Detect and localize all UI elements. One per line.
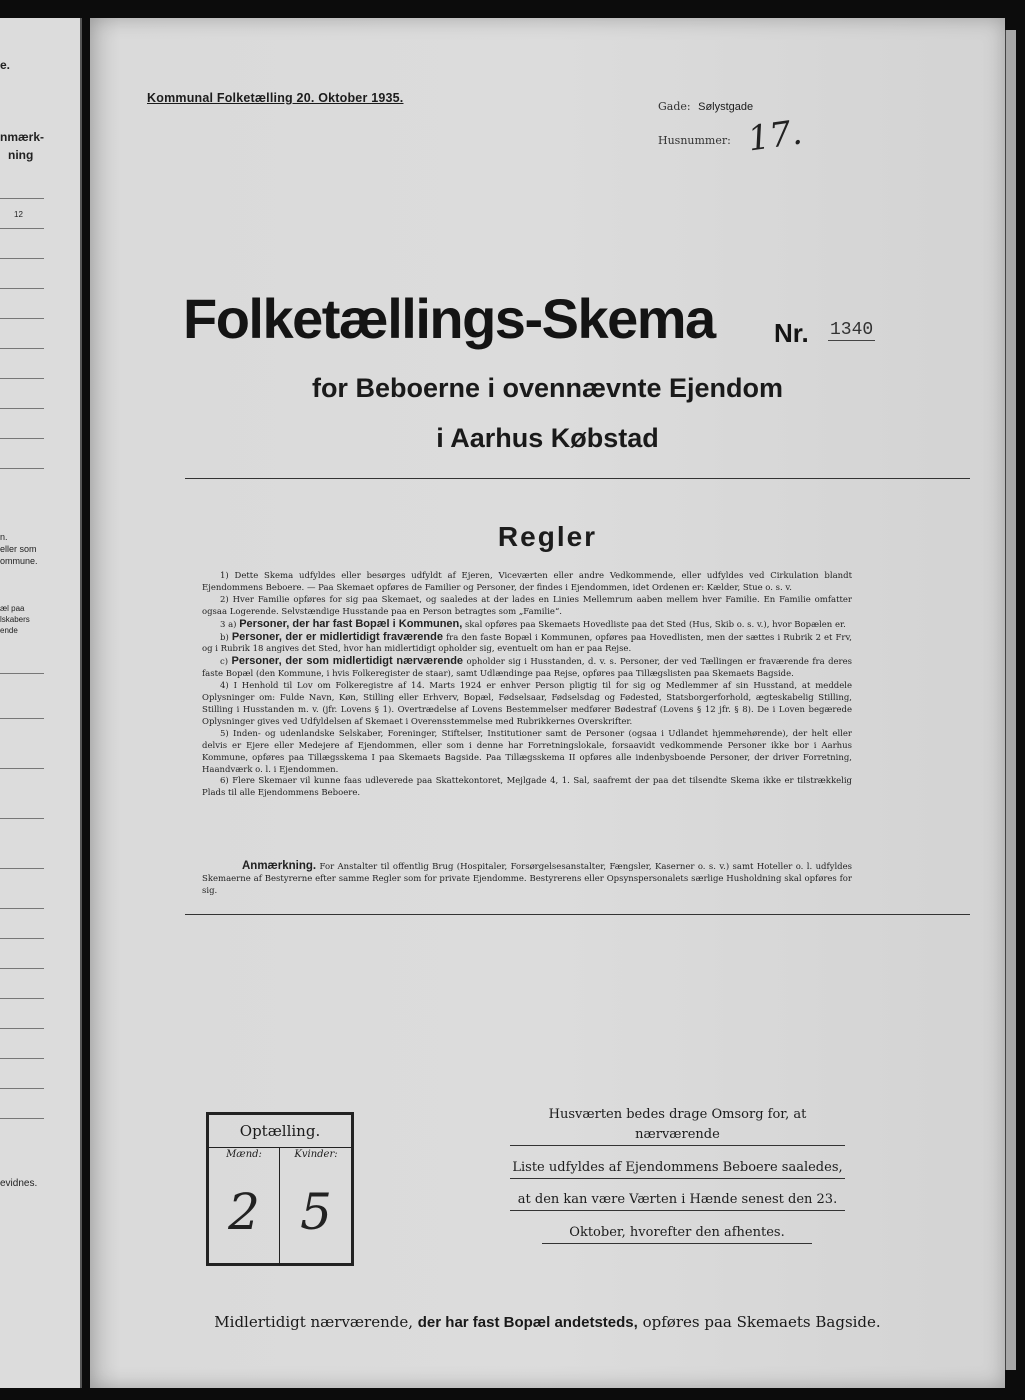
census-header: Kommunal Folketælling 20. Oktober 1935.	[147, 91, 404, 105]
count-divider	[279, 1148, 280, 1263]
left-rule	[0, 968, 44, 969]
left-rule	[0, 198, 44, 199]
house-number-label: Husnummer:	[658, 134, 731, 147]
street-label: Gade:	[658, 100, 691, 113]
rule-3a: 3 a) Personer, der har fast Bopæl i Kommunen, skal opføres paa Skemaets Hovedliste paa det Sted (Hus, Skib o. s. v.), hvor Bopælen er.	[220, 617, 846, 630]
left-fragment: eller som	[0, 544, 37, 554]
left-fragment: 12	[14, 210, 23, 219]
left-fragment: lskabers	[0, 615, 30, 624]
left-rule	[0, 938, 44, 939]
men-count: 2	[228, 1183, 260, 1241]
rules-text	[202, 571, 852, 800]
left-rule	[0, 408, 44, 409]
rule-4: 4) I Henhold til Lov om Folkeregistre af 14. Marts 1924 er enhver Person pligtig til for sig og Medlemmer af sin Husstand, at meddele Oplysninger om: Fulde Navn, Køn, Stilling eller Erhverv, Bopæl, Fødselsaar, Fødselsdag og Fødested, Statsborgerforhold, ægteskabelig Stilling, Stilling i Husstanden m. v. (jfr. Lovens § 1). Overtrædelse af Lovens Bestemmelser medfører Bødestraf (Lovens § 12 jfr. § 8). De i Loven begærede Oplysninger gives ved Udfyldelsen af Skemaet i Overensstemmelse med Rubrikkernes Overskrifter.	[202, 681, 852, 727]
rule-3c: c) Personer, der som midlertidigt nærværende opholder sig i Husstanden, d. v. s. Personer, der ved Tællingen er fraværende fra deres faste Bopæl (den Kommune, i hvis Folkeregister de staar), samt Udlændinge paa Rejse, opføres paa Tillægslisten paa Skemaets Bagside.	[202, 655, 853, 680]
left-rule	[0, 1058, 44, 1059]
men-label: Mænd:	[226, 1149, 262, 1160]
form-title: Folketællings-Skema	[183, 287, 715, 350]
left-rule	[0, 1118, 44, 1119]
remark-text: For Anstalter til offentlig Brug (Hospitaler, Forsørgelsesanstalter, Fængsler, Kaserner o. s. v.) samt Hoteller o. l. udfyldes Skemaerne af Bestyrerne efter samme Regler som for private Ejendomme. Bestyrerens eller Opsynspersonalets særlige Husholdning skal opføres for sig.	[202, 862, 852, 896]
divider	[185, 914, 970, 915]
footer-note: Midlertidigt nærværende, der har fast Bopæl andetsteds, opføres paa Skemaets Bagside.	[214, 1313, 881, 1331]
left-rule	[0, 288, 44, 289]
left-fragment: evidnes.	[0, 1178, 38, 1189]
divider	[185, 478, 970, 479]
street-field	[658, 100, 753, 113]
notice-line: Oktober, hvorefter den afhentes.	[542, 1223, 812, 1244]
left-rule	[0, 1028, 44, 1029]
form-number-label: Nr.	[774, 318, 809, 348]
left-fragment: e.	[0, 58, 11, 72]
rule-6: 6) Flere Skemaer vil kunne faas udleverede paa Skattekontoret, Mejlgade 4, 1. Sal, saafremt der paa det tilsendte Skema ikke er tilstrækkelig Plads til alle Ejendommens Beboere.	[202, 776, 852, 799]
street-value: Sølystgade	[698, 101, 754, 113]
women-count: 5	[300, 1183, 332, 1241]
left-fragment: ning	[8, 148, 34, 162]
left-rule	[0, 768, 44, 769]
remark-label: Anmærkning.	[242, 860, 317, 872]
form-municipality: i Aarhus Købstad	[436, 423, 659, 453]
form-number-value: 1340	[830, 320, 874, 340]
left-rule	[0, 718, 44, 719]
notice-line: Husværten bedes drage Omsorg for, at nærværende	[510, 1105, 845, 1146]
left-rule	[0, 468, 44, 469]
rule-1: 1) Dette Skema udfyldes eller besørges udfyldt af Ejeren, Viceværten eller andre Vedkommende, eller udfyldes ved Cirkulation blandt Ejendommens Beboere. — Paa Skemaet opføres de Familier og Personer, der findes i Ejendommen, idet Ordenen er: Kælder, Stue o. s. v.	[202, 571, 852, 593]
left-rule	[0, 1088, 44, 1089]
left-rule	[0, 908, 44, 909]
women-label: Kvinder:	[294, 1149, 338, 1160]
house-number-field	[658, 112, 805, 160]
left-rule	[0, 438, 44, 439]
rule-5: 5) Inden- og udenlandske Selskaber, Foreninger, Stiftelser, Institutioner samt de Personer (ogsaa i Udlandet hjemmehørende), der helt eller delvis er Ejere eller Medejere af Ejendommen, eller som i denne har Forretningslokale, forsaavidt vedkommende Personer ikke bor i Aarhus Kommune, opføres paa Tillægsskema I paa Skemaets Bagside. Paa Tillægsskema II opføres alle indenbysboende Personer, der driver Forretning, Haandværk o. l. i Ejendommen.	[202, 728, 852, 775]
left-fragment: n.	[0, 532, 8, 542]
left-rule	[0, 318, 44, 319]
census-form-page	[90, 18, 1005, 1388]
left-rule	[0, 818, 44, 819]
notice-line: Liste udfyldes af Ejendommens Beboere saaledes,	[510, 1158, 845, 1179]
left-fragment: æl paa	[0, 604, 25, 613]
rule-2: 2) Hver Familie opføres for sig paa Skemaet, og saaledes at der lades en Linies Mellemrum aaben mellem hver Familie. En Familie omfatter ogsaa Logerende. Selvstændige Husstande paa en Person betragtes som „Familie“.	[202, 594, 852, 617]
landlord-notice	[510, 1105, 845, 1255]
left-fragment: ommune.	[0, 556, 38, 566]
left-rule	[0, 348, 44, 349]
left-fragment: nmærk-	[0, 130, 45, 144]
rule-3b: b) Personer, der er midlertidigt fraværende fra den faste Bopæl i Kommunen, opføres paa Hovedlisten, men der sættes i Rubrik 2 et Frv, og i Rubrik 18 angives det Sted, hvor han midlertidigt opholder sig, eventuelt om han er paa Rejse.	[202, 630, 852, 655]
page-edge	[1005, 30, 1016, 1370]
form-subtitle: for Beboerne i ovennævnte Ejendom	[311, 373, 784, 403]
left-rule	[0, 998, 44, 999]
count-box	[206, 1112, 354, 1266]
left-page-fragment	[0, 18, 82, 1388]
left-rule	[0, 868, 44, 869]
left-rule	[0, 673, 44, 674]
house-number-value: 17.	[745, 112, 805, 160]
rules-heading: Regler	[497, 521, 598, 552]
count-heading: Optælling.	[209, 1115, 351, 1148]
left-rule	[0, 258, 44, 259]
remark-block	[202, 860, 852, 897]
left-rule	[0, 228, 44, 229]
left-rule	[0, 378, 44, 379]
notice-line: at den kan være Værten i Hænde senest den 23.	[510, 1190, 845, 1211]
left-fragment: ende	[0, 626, 18, 635]
